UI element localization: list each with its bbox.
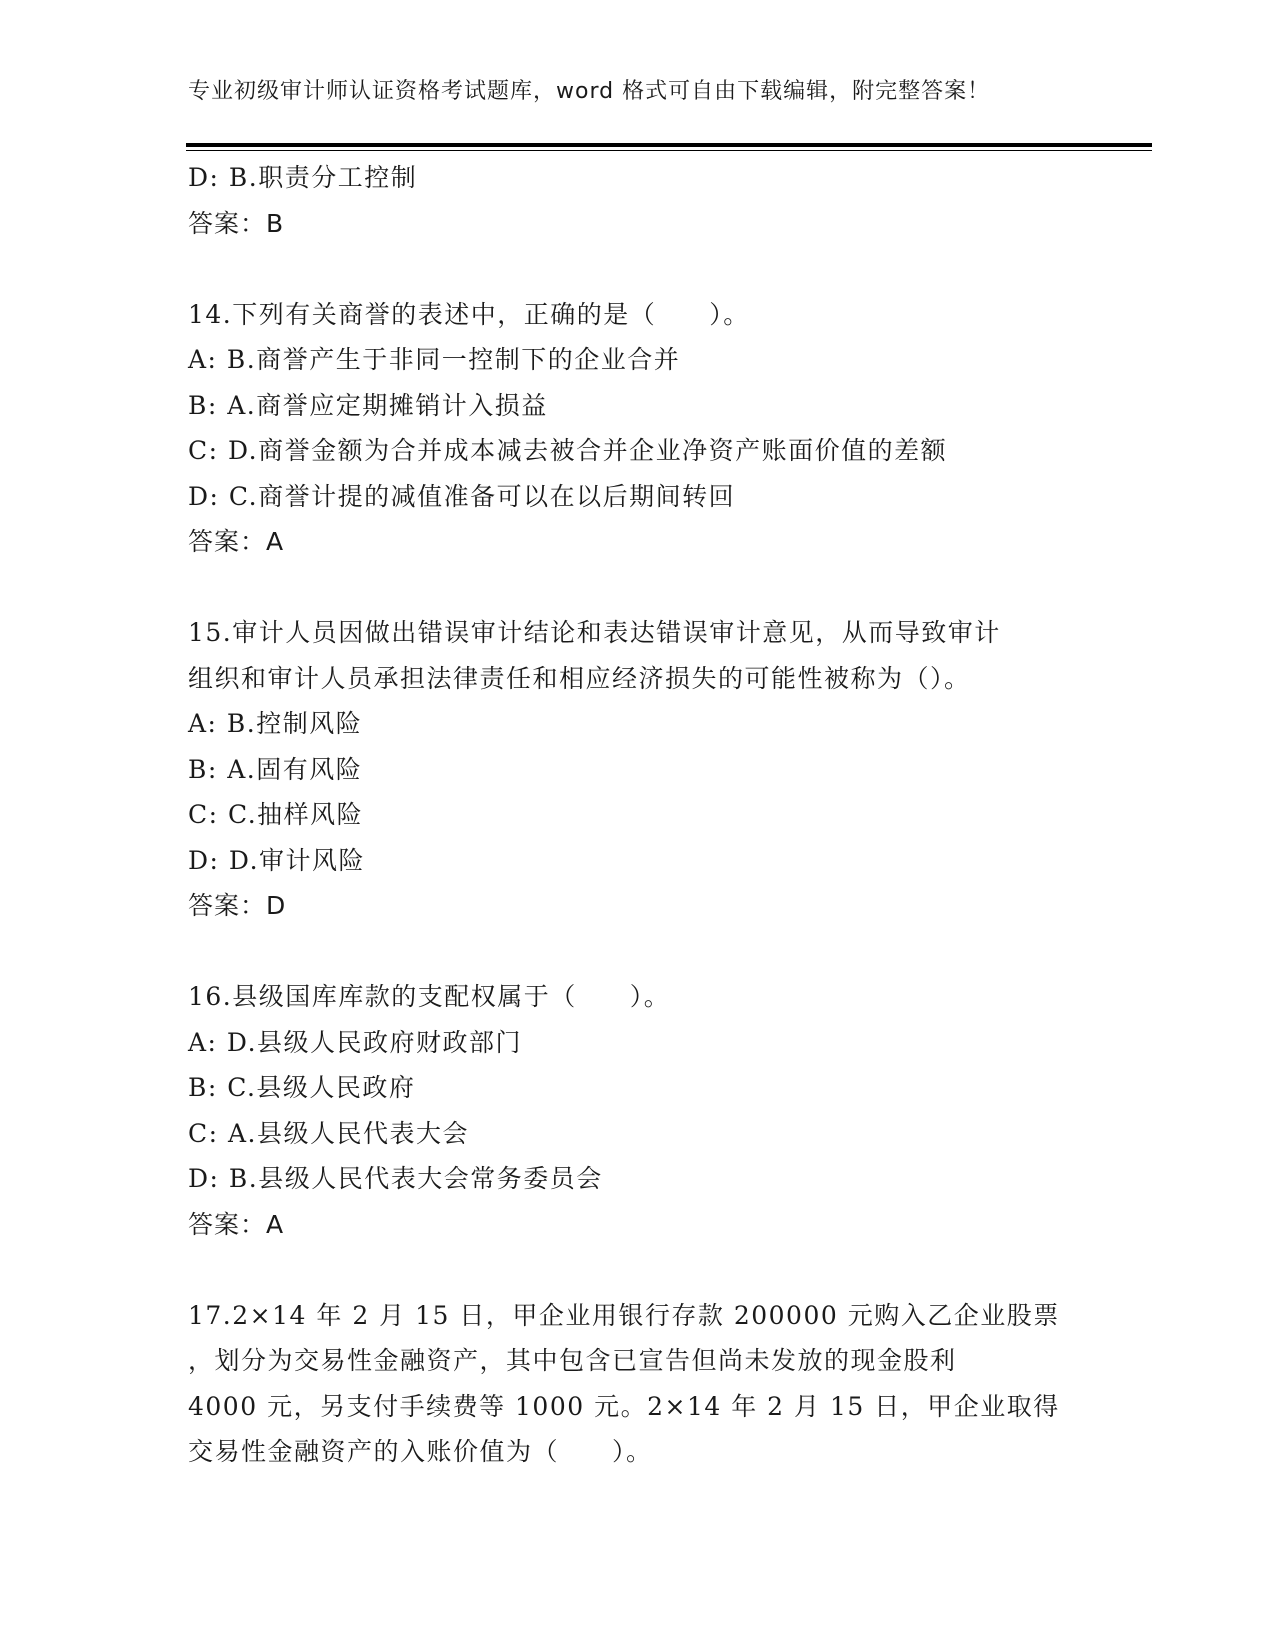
header-divider bbox=[186, 143, 1152, 147]
option-c: C: C.抽样风险 bbox=[188, 800, 364, 829]
answer: 答案：D bbox=[188, 891, 287, 920]
option-d: D: B.县级人民代表大会常务委员会 bbox=[188, 1164, 603, 1193]
prev-option-d: D: B.职责分工控制 bbox=[188, 163, 418, 192]
option-d: D: D.审计风险 bbox=[188, 845, 366, 875]
option-b: B: A.固有风险 bbox=[188, 754, 363, 784]
option-b: B: C.县级人民政府 bbox=[188, 1073, 416, 1102]
question-stem-line-3: 4000 元，另支付手续费等 1000 元。2×14 年 2 月 15 日，甲企业取得 bbox=[188, 1391, 1060, 1421]
answer: 答案：A bbox=[188, 527, 285, 556]
question-stem-line-1: 17.2×14 年 2 月 15 日，甲企业用银行存款 200000 元购入乙企业股票 bbox=[188, 1300, 1060, 1330]
question-stem-line-1: 15.审计人员因做出错误审计结论和表达错误审计意见，从而导致审计 bbox=[188, 618, 1001, 647]
question-14 bbox=[188, 292, 1088, 565]
question-stem-line-2: 组织和审计人员承担法律责任和相应经济损失的可能性被称为（）。 bbox=[188, 663, 971, 693]
question-stem-line-2: ，划分为交易性金融资产，其中包含已宣告但尚未发放的现金股利 bbox=[188, 1346, 957, 1375]
question-stem: 14.下列有关商誉的表述中，正确的是（ ）。 bbox=[188, 299, 750, 329]
question-stem-line-4: 交易性金融资产的入账价值为（ ）。 bbox=[188, 1437, 653, 1466]
question-17 bbox=[188, 1293, 1088, 1475]
document-body bbox=[188, 155, 1088, 1475]
option-c: C: A.县级人民代表大会 bbox=[188, 1118, 469, 1148]
option-c: C: D.商誉金额为合并成本减去被合并企业净资产账面价值的差额 bbox=[188, 436, 948, 465]
option-a: A: D.县级人民政府财政部门 bbox=[188, 1027, 523, 1057]
page-header: 专业初级审计师认证资格考试题库，word 格式可自由下载编辑，附完整答案！ bbox=[188, 79, 991, 104]
option-b: B: A.商誉应定期摊销计入损益 bbox=[188, 390, 548, 420]
option-d: D: C.商誉计提的减值准备可以在以后期间转回 bbox=[188, 481, 736, 511]
question-stem: 16.县级国库库款的支配权属于（ ）。 bbox=[188, 982, 671, 1011]
answer: 答案：A bbox=[188, 1209, 285, 1239]
prev-answer: 答案：B bbox=[188, 208, 285, 238]
question-16 bbox=[188, 974, 1088, 1247]
question-15 bbox=[188, 610, 1088, 929]
option-a: A: B.控制风险 bbox=[188, 709, 363, 738]
option-a: A: B.商誉产生于非同一控制下的企业合并 bbox=[188, 345, 681, 374]
